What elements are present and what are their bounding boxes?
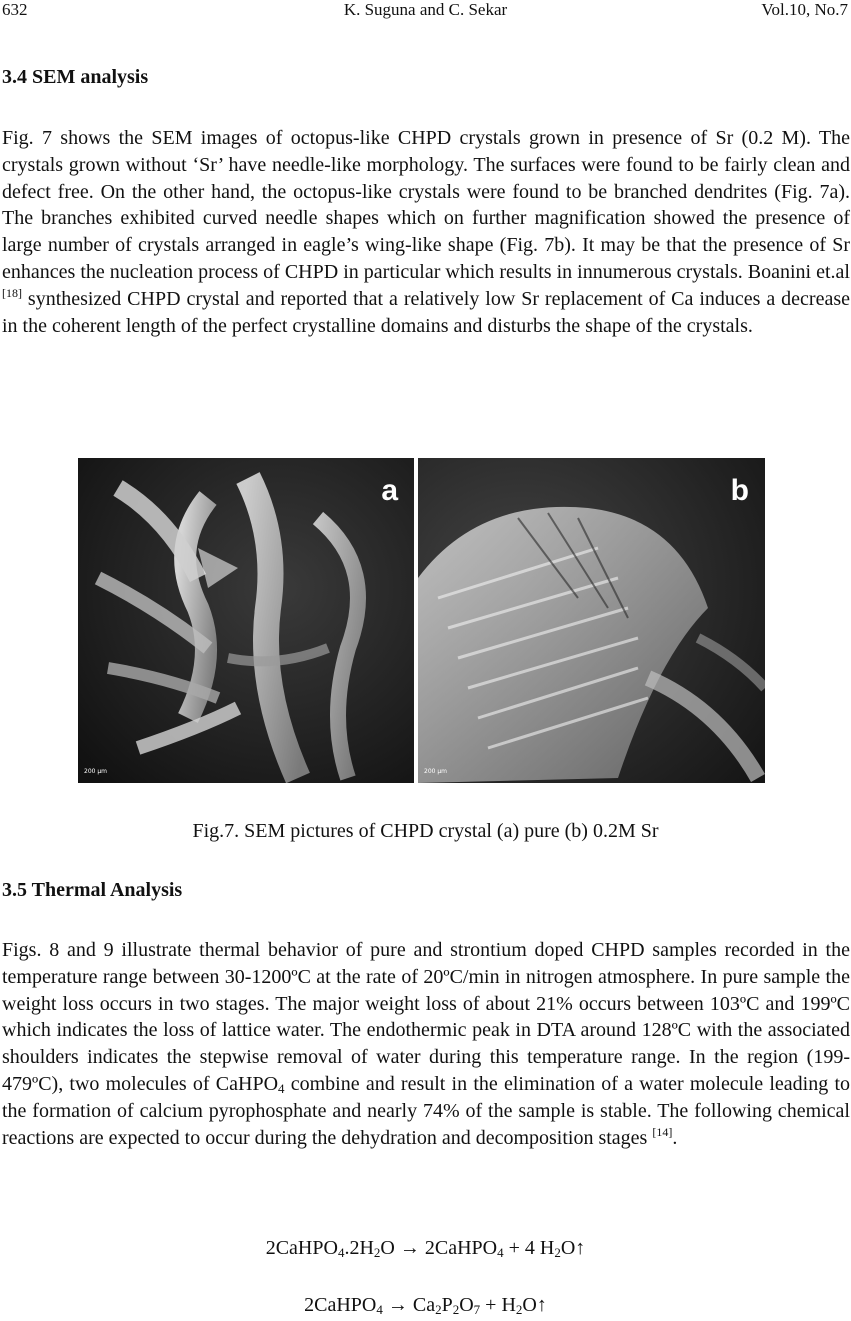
figure-caption: Fig.7. SEM pictures of CHPD crystal (a) pure (b) 0.2M Sr <box>192 820 659 842</box>
header-volume: Vol.10, No.7 <box>761 0 848 19</box>
header-authors: K. Suguna and C. Sekar <box>343 0 508 19</box>
header-page-number: 632 <box>2 0 28 19</box>
sem-image-b <box>418 458 765 783</box>
equation-pyrophosphate: 2CaHPO$_4$ → $Ca_2P_2O_7$ + $H_2O↑$ <box>304 1294 547 1317</box>
section-heading-sem: 3.4 SEM analysis <box>2 66 149 88</box>
sem-paragraph: Fig. 7 shows the SEM images of octopus-like CHPD crystals grown in presence of Sr (0.2 M). The crystals grown without ‘Sr’ have needle-like morphology. The surfaces were found to be fairly clean and defect free. On the other hand, the octopus-like crystals were found to be branched dendrites (Fig. 7a). The branches exhibited curved needle shapes which on further magnification showed the presence of large number of crystals arranged in eagle’s wing-like shape (Fig. 7b). It may be that the presence of Sr enhances the nucleation process of CHPD in particular which results in innumerous crystals. Boanini et.al [18] synthesized CHPD crystal and reported that a relatively low Sr replacement of Ca induces a decrease in the coherent length of the perfect crystalline domains and disturbs the shape of the crystals. <box>2 127 850 337</box>
panel-label-a: a <box>381 474 398 507</box>
scale-bar-b: 200 µm <box>424 768 448 775</box>
page-header <box>0 0 851 22</box>
thermal-paragraph: Figs. 8 and 9 illustrate thermal behavior of pure and strontium doped CHPD samples recorded in the temperature range between 30-1200ºC at the rate of 20ºC/min in nitrogen atmosphere. In pure sample the weight loss occurs in two stages. The major weight loss of about 21% occurs between 103ºC and 199ºC which indicates the loss of lattice water. The endothermic peak in DTA around 128ºC with the associated shoulders indicates the stepwise removal of water during this temperature range. In the region (199-479ºC), two molecules of CaHPO$_4$ combine and result in the elimination of a water molecule leading to the formation of calcium pyrophosphate and nearly 74% of the sample is stable. The following chemical reactions are expected to occur during the dehydration and decomposition stages [14]. <box>2 939 851 1149</box>
equation-dehydration: $2CaHPO_4.2H_2O$ → 2CaHPO$_4$ + 4 $H_2O↑$ <box>265 1237 586 1260</box>
sem-image-a <box>78 458 414 783</box>
section-heading-thermal: 3.5 Thermal Analysis <box>2 879 183 901</box>
sem-figure <box>78 458 765 783</box>
scale-bar-a: 200 µm <box>84 768 108 775</box>
panel-label-b: b <box>730 474 749 507</box>
